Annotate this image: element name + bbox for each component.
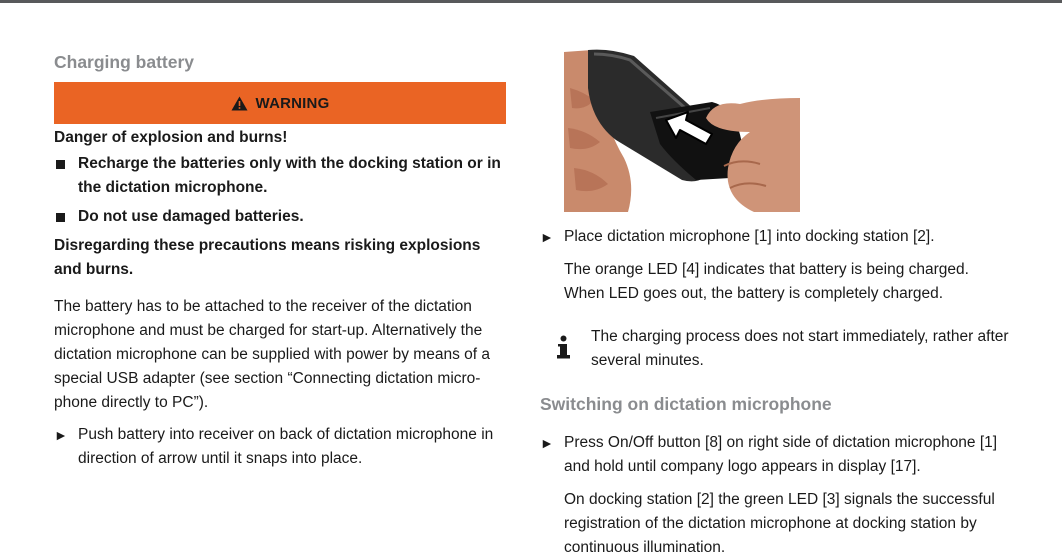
- warning-list: [54, 152, 506, 229]
- info-note: [540, 325, 1010, 373]
- step-arrow-icon: ►: [540, 434, 554, 451]
- section-title-charging-battery: Charging battery: [54, 52, 195, 72]
- section-title-switching-on: Switching on dictation microphone: [540, 394, 832, 414]
- instruction-step: [54, 423, 506, 471]
- instruction-step-text: Place dictation microphone [1] into docking station [2].: [564, 228, 935, 245]
- disregard-warning: Disregarding these precautions means risking explosions and burns.: [54, 237, 481, 278]
- step-note: The orange LED [4] indicates that battery is being charged. When LED goes out, the battery is completely charged.: [564, 261, 969, 302]
- danger-heading: Danger of explosion and burns!: [54, 129, 288, 146]
- top-rule: [0, 0, 1062, 3]
- step-note: On docking station [2] the green LED [3] signals the successful registration of the dictation microphone at docking station by continuous illumination.: [564, 490, 995, 556]
- battery-insertion-photo: [564, 48, 800, 212]
- warning-list-item-text: Do not use damaged batteries.: [78, 208, 304, 225]
- step-arrow-icon: ►: [54, 427, 68, 443]
- warning-list-item: [54, 205, 506, 229]
- step-arrow-icon: ►: [540, 229, 554, 245]
- instruction-step: [540, 431, 1010, 479]
- left-column: [54, 50, 506, 471]
- warning-triangle-icon: [231, 96, 248, 111]
- warning-list-item-text: Recharge the batteries only with the docking station or in the dictation microphone.: [78, 155, 501, 196]
- info-note-text: The charging process does not start immediately, rather after several minutes.: [591, 328, 1009, 369]
- right-column: [540, 48, 1010, 560]
- bullet-square-icon: [56, 213, 65, 222]
- battery-paragraph: The battery has to be attached to the receiver of the dictation microphone and must be charged for start-up. Alternatively the dictation microphone can be supplied with power by means of a special USB adapter (see section “Connecting dictation micro-phone directly to PC”).: [54, 298, 490, 411]
- instruction-step-text: Press On/Off button [8] on right side of dictation microphone [1] and hold until company logo appears in display [17].: [564, 433, 998, 475]
- warning-label: WARNING: [255, 94, 330, 112]
- bullet-square-icon: [56, 160, 65, 169]
- battery-insertion-illustration: [564, 48, 800, 212]
- instruction-step: [540, 225, 1010, 249]
- warning-list-item: [54, 152, 506, 200]
- instruction-step-text: Push battery into receiver on back of dictation microphone in direction of arrow until it snaps into place.: [78, 426, 494, 467]
- info-icon: [557, 335, 570, 359]
- warning-banner: [54, 82, 506, 124]
